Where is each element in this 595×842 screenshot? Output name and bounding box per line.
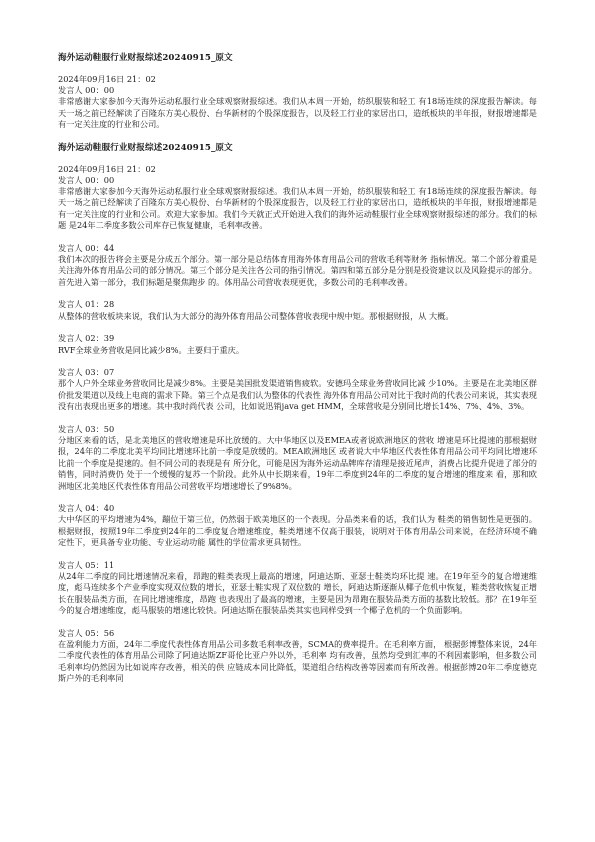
speech-paragraph: RVF全球业务营收是同比减少8%。主要归于重庆。 xyxy=(58,344,245,355)
document-datetime: 2024年09月16日 21：02 xyxy=(58,74,156,84)
speaker-label: 发言人 05：11 xyxy=(58,559,115,570)
speech-paragraph: 在盈利能力方面，24年二季度代表性体育用品公司多数毛利率改善，SCMA的费率提升。在毛利率方面， 根据彭博整体来说，24年二季度代表性的体育用品公司除了阿迪达斯ZF哥伦比亚户外以外，毛利率 均有改善，虽然均受到汇率的不利因素影响，但多数公司毛利率均仍然因为比如说库存改善，相关的供 应链成本同比降低，渠道组合结构改善等因素而有所改善。根据彭博20年二季度德克斯户外的毛利率同 xyxy=(58,639,537,684)
speech-paragraph: 大中华区的平均增速为4%，蹦位于第三位，仍然弱于欧美地区的一个表现。分品类来看的话，我们认为 鞋类的销售韧性是更强的。根据财报，按照19年二季度到24年的二季度复合增速维度，鞋类增速不仅高于服装，说明对于体育用品公司来说，在经济环境不确定性下，更具备专业功能、专业运动功能 属性的学位需求更具韧性。 xyxy=(58,514,537,548)
speaker-label: 发言人 00：00 xyxy=(58,174,115,185)
document-title: 海外运动鞋服行业财报综述20240915_原文 xyxy=(58,53,233,63)
speaker-label: 发言人 03：07 xyxy=(58,366,115,377)
speaker-label: 发言人 03：50 xyxy=(58,423,115,434)
transcript-block-2 xyxy=(58,142,537,685)
speech-paragraph: 从24年二季度的同比增速情况来看，昂跑的鞋类表现上最高的增速，阿迪达斯、亚瑟士鞋类均环比提 速。在19年至今的复合增速维度，彪马连续多个产业季度实现双位数的增长，亚瑟士鞋实现了双位数的 增长，阿迪达斯逐渐从椰子危机中恢复，鞋类营收恢复正增长在服装品类方面，在同比增速维度，昂跑 也表现出了最高的增速，主要是因为昂跑在服装品类方面的基数比较低。那？在19年至今的复合增速维度，彪马服装的增速比较快。阿迪达斯在服装品类其实也同样受到一个椰子危机的一个负面影响。 xyxy=(58,571,537,616)
document-datetime: 2024年09月16日 21：02 xyxy=(58,163,156,174)
speech-paragraph: 分地区来看的话，是北美地区的营收增速是环比放缓的。大中华地区以及EMEA或者说欧洲地区的营收 增速是环比提速的那根据财报，24年的二季度北美平均同比增速环比前一季度是放缓的。MEA欧洲地区 或者说大中华地区代表性体育用品公司平均同比增速环比前一个季度是提速的。但不同公司的表现是有 所分化，可能是因为海外运动品牌库存清理是接近尾声，消费占比提升促进了部分的销售，同时消费仍 处于一个缓慢的复苏一个阶段。此外从中长期来看，19年二季度到24年的二季度的复合增速的维度来 看，那和欧洲地区北美地区代表性体育用品公司营收平均增速增长了9%8%。 xyxy=(58,434,537,491)
speaker-label: 发言人 01：28 xyxy=(58,299,115,310)
document-title: 海外运动鞋服行业财报综述20240915_原文 xyxy=(58,142,233,153)
speaker-label: 发言人 02：39 xyxy=(58,333,115,344)
speaker-label: 发言人 00：00 xyxy=(58,85,115,95)
speech-paragraph: 我们本次的报告将会主要是分成五个部分。第一部分是总结体育用海外体育用品公司的营收毛利等财务 指标情况。第二个部分着重是关注海外体育用品公司的部分情况。第三个部分是关注各公司的指引情况。第四和第五部分是分别是投资建议以及风险提示的部分。首先进入第一部分，我们标题是聚焦跑步 的。体用品公司营收表现更优，多数公司的毛利率改善。 xyxy=(58,254,537,287)
speech-paragraph: 那个人户外全球业务营收同比是减少8%。主要是美国批发渠道销售疲软。安德玛全球业务营收同比减 少10%。主要是在北美地区群价批发渠道以及线上电商的需求下降。第三个点是我们认为整体的代表性 海外体育用品公司对比于我时尚的代表公司来说，其实表现没有出表现出更多的增速。其中我时尚代表 公司，比如说迅销java get HMM，全球营收是分别同比增长14%、7%、4%、3%。 xyxy=(58,378,537,412)
transcript-block-1 xyxy=(58,52,537,131)
speech-paragraph: 非常感谢大家参加今天海外运动私服行业全球观察财报综述。我们从本周一开始，纺织服装和轻工 有18场连续的深度报告解读。每天一场之前已经解读了百隆东方美心股份、台华新材的个股深度报告，以及轻工行业的家居出口，造纸板块的半年报，财报增速都是有一定关注度的行业和公司。 xyxy=(58,96,537,130)
speaker-label: 发言人 04：40 xyxy=(58,502,115,513)
speaker-label: 发言人 05：56 xyxy=(58,627,115,638)
speaker-label: 发言人 00：44 xyxy=(58,242,115,253)
speech-paragraph: 非常感谢大家参加今天海外运动私服行业全球观察财报综述。我们从本周一开始，纺织服装和轻工 有18场连续的深度报告解读。每天一场之前已经解读了百隆东方美心股份、台华新材的个股深度报告，以及轻工行业的家居出口，造纸板块的半年报，财报增速都是有一定关注度的行业和公司。欢迎大家参加。我们今天就正式开始进入我们的海外运动鞋服行业全球观察财报综述的部分。我们的标题 是24年二季度多数公司库存已恢复健康，毛利率改善。 xyxy=(58,186,537,231)
speech-paragraph: 从整体的营收板块来说，我们认为大部分的海外体育用品公司整体营收表现中规中矩。那根据财报，从 大概。 xyxy=(58,310,454,321)
